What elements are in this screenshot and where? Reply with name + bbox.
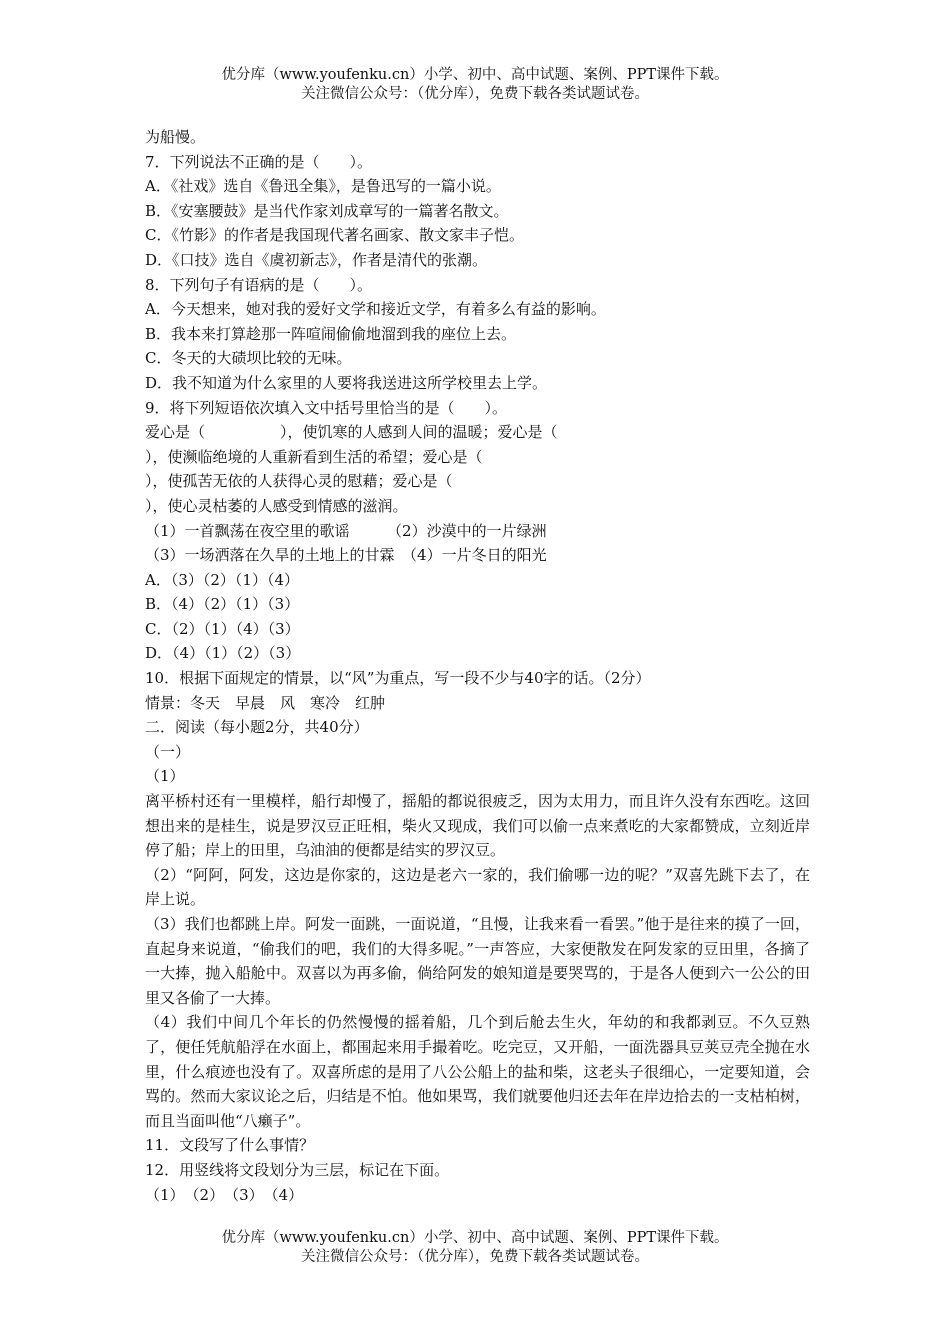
q9-text-line: ），使濒临绝境的人重新看到生活的希望；爱心是（: [145, 447, 483, 466]
footer-line-2: 关注微信公众号：（优分库），免费下载各类试题试卷。: [301, 1249, 649, 1265]
q12-markers: （1） （2） （3） （4）: [145, 1185, 304, 1204]
section-heading: 二．阅读（每小题2分，共40分）: [145, 718, 369, 737]
paragraph-number: （1）: [145, 767, 185, 786]
q9-option-b: B．（4）（2）（1）（3）: [145, 595, 300, 614]
q8-option-b: B．我本来打算趁那一阵喧闹偷偷地溜到我的座位上去。: [145, 324, 517, 343]
document-body: [145, 125, 810, 1207]
q9-text-line: ），使心灵枯萎的人感受到情感的滋润。: [145, 496, 408, 515]
question-7: 7．下列说法不正确的是（ ）。: [145, 152, 373, 171]
q8-option-a: A．今天想来，她对我的爱好文学和接近文学，有着多么有益的影响。: [145, 300, 606, 319]
q9-option-c: C．（2）（1）（4）（3）: [145, 619, 300, 638]
q7-option-a: A．《社戏》选自《鲁迅全集》，是鲁迅写的一篇小说。: [145, 177, 501, 196]
q8-option-d: D．我不知道为什么家里的人要将我送进这所学校里去上学。: [145, 373, 548, 392]
question-9: 9．将下列短语依次填入文中括号里恰当的是（ ）。: [145, 398, 508, 417]
header-line-2: 关注微信公众号：（优分库），免费下载各类试题试卷。: [301, 86, 649, 102]
q8-option-c: C．冬天的大碛坝比较的无味。: [145, 349, 352, 368]
reading-paragraph-2: （2）“阿阿，阿发，这边是你家的，这边是老六一家的，我们偷哪一边的呢？”双喜先跳下去了，在岸上说。: [145, 865, 810, 909]
q9-option-d: D．（4）（1）（2）（3）: [145, 644, 301, 663]
header-line-1: 优分库（www.youfenku.cn）小学、初中、高中试题、案例、PPT课件下载。: [221, 67, 729, 83]
q9-option-a: A．（3）（2）（1）（4）: [145, 570, 300, 589]
q9-phrases: （3）一场洒落在久旱的土地上的甘霖 （4）一片冬日的阳光: [145, 546, 547, 565]
footer-line-1: 优分库（www.youfenku.cn）小学、初中、高中试题、案例、PPT课件下载。: [221, 1230, 729, 1246]
q9-text-line: ），使孤苦无依的人获得心灵的慰藉；爱心是（: [145, 472, 453, 491]
q9-text-line: 爱心是（ ），使饥寒的人感到人间的温暖；爱心是（: [145, 423, 558, 442]
q9-phrases: （1）一首飘荡在夜空里的歌谣 （2）沙漠中的一片绿洲: [145, 521, 547, 540]
q7-option-b: B．《安塞腰鼓》是当代作家刘成章写的一篇著名散文。: [145, 201, 509, 220]
reading-paragraph-3: （3）我们也都跳上岸。阿发一面跳，一面说道，“且慢，让我来看一看罢。”他于是往来的摸了一回，直起身来说道，“偷我们的吧，我们的大得多呢。”一声答应，大家便散发在阿发家的豆田里，各摘了一大捧，抛入船舱中。双喜以为再多偷，倘给阿发的娘知道是要哭骂的，于是各人便到六一公公的田里又各偷了一大捧。: [145, 915, 810, 1007]
reading-paragraph-4: （4）我们中间几个年长的仍然慢慢的摇着船，几个到后舱去生火，年幼的和我都剥豆。不久豆熟了，便任凭航船浮在水面上，都围起来用手撮着吃。吃完豆，又开船，一面洗器具豆荚豆壳全抛在水里，什么痕迹也没有了。双喜所虑的是用了八公公船上的盐和柴，这老头子很细心，一定要知道，会骂的。然而大家议论之后，归结是不怕。他如果骂，我们就要他归还去年在岸边拾去的一支枯柏树，而且当面叫他“八癞子”。: [145, 1013, 810, 1130]
question-11: 11．文段写了什么事情？: [145, 1136, 315, 1155]
q7-option-d: D．《口技》选自《虞初新志》，作者是清代的张潮。: [145, 250, 488, 269]
question-12: 12．用竖线将文段划分为三层，标记在下面。: [145, 1160, 450, 1179]
question-10: 10．根据下面规定的情景，以“风”为重点，写一段不少与40字的话。（2分）: [145, 669, 651, 688]
page-footer: [0, 1229, 950, 1267]
reading-paragraph-1: 离平桥村还有一里模样，船行却慢了，摇船的都说很疲乏，因为太用力，而且许久没有东西吃。这回想出来的是桂生，说是罗汉豆正旺相，柴火又现成，我们可以偷一点来煮吃的大家都赞成，立刻近岸停了船；岸上的田里，乌油油的便都是结实的罗汉豆。: [145, 792, 810, 860]
q7-option-c: C．《竹影》的作者是我国现代著名画家、散文家丰子恺。: [145, 226, 524, 245]
page-header: [0, 66, 950, 104]
question-8: 8．下列句子有语病的是（ ）。: [145, 275, 373, 294]
q10-scenario: 情景：冬天 早晨 风 寒冷 红肿: [145, 693, 386, 712]
text-line: 为船慢。: [145, 128, 206, 146]
subsection-heading: （一）: [145, 742, 191, 761]
